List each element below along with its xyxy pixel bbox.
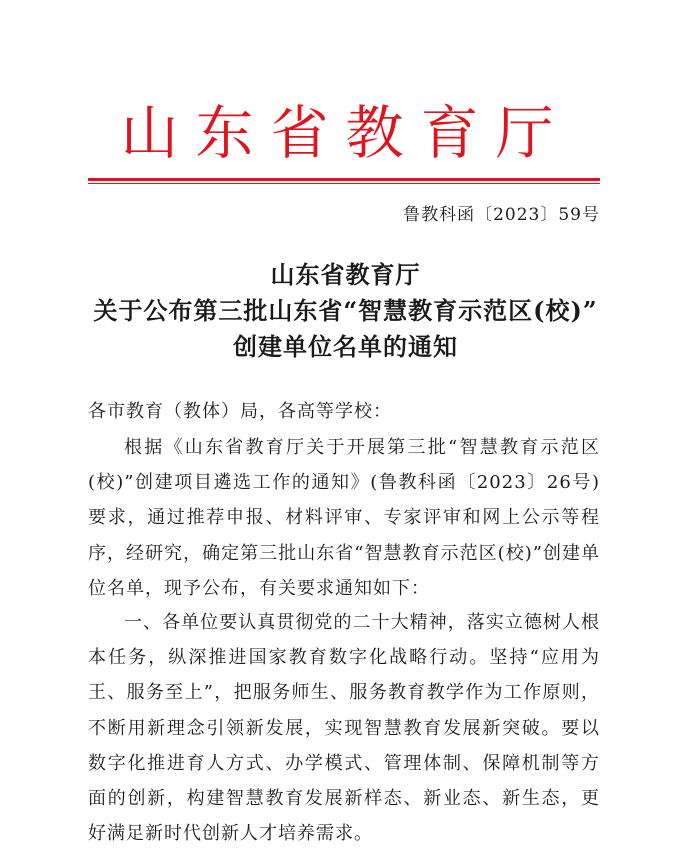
body-paragraph-2: 一、各单位要认真贯彻党的二十大精神，落实立德树人根本任务，纵深推进国家教育数字化战略行动。坚持“应用为王、服务至上”，把服务师生、服务教育教学作为工作原则，不断用新理念引领新发展，实现智慧教育发展新突破。要以数字化推进育人方式、办学模式、管理体制、保障机制等方面的创新，构建智慧教育发展新样态、新业态、新生态，更好满足新时代创新人才培养需求。 [88,612,600,845]
document-number: 鲁教科函〔2023〕59号 [403,205,600,225]
masthead-red-rule-thin [88,183,600,184]
masthead-red-rule [88,178,600,181]
title-line-1: 山东省教育厅 [270,260,421,289]
issuer-masthead: 山东省教育厅 [120,99,571,167]
title-line-2: 关于公布第三批山东省“智慧教育示范区(校)” [93,296,598,325]
body-paragraph-1: 根据《山东省教育厅关于开展第三批“智慧教育示范区(校)”创建项目遴选工作的通知》(鲁教科函〔2023〕26号)要求，通过推荐申报、材料评审、专家评审和网上公示等程序，经研究，确定第三批山东省“智慧教育示范区(校)”创建单位名单，现予公布，有关要求通知如下： [88,437,600,599]
title-line-3: 创建单位名单的通知 [233,332,458,361]
salutation: 各市教育（教体）局，各高等学校： [88,401,392,422]
